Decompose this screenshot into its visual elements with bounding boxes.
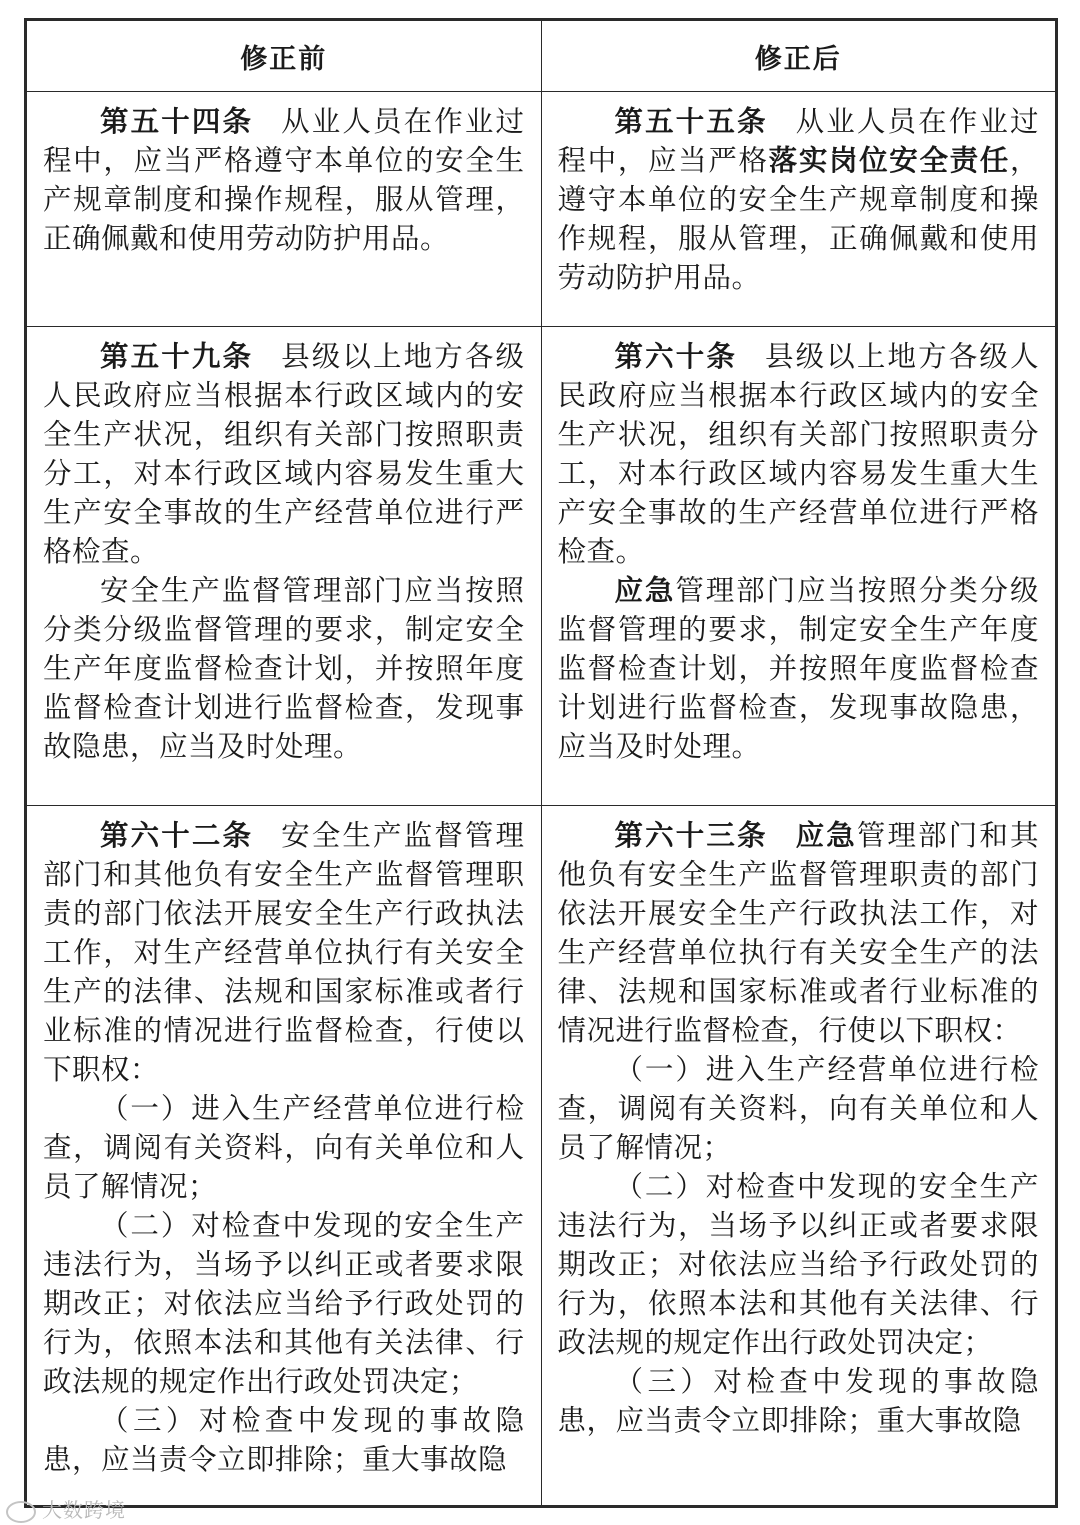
- clause-text: 县级以上地方各级人民政府应当根据本行政区域内的安全生产状况，组织有关部门按照职责分工，对本行政区域内容易发生重大生产安全事故的生产经营单位进行严格检查。: [557, 340, 1039, 568]
- paragraph: [43, 571, 525, 766]
- header-after: 修正后: [541, 21, 1056, 92]
- header-before: 修正前: [27, 21, 542, 92]
- table-row: [27, 327, 1056, 806]
- clause-text: （一）进入生产经营单位进行检查，调阅有关资料，向有关单位和人员了解情况；: [557, 1053, 1039, 1164]
- clause-text: 管理部门和其他负有安全生产监督管理职责的部门依法开展安全生产行政执法工作，对生产经营单位执行有关安全生产的法律、法规和国家标准或者行业标准的情况进行监督检查，行使以下职权：: [557, 819, 1039, 1047]
- paragraph: [43, 1401, 525, 1479]
- clause-text: 从业人员在作业过程中，应当严格: [557, 105, 1039, 177]
- cell-before: [27, 92, 542, 327]
- clause-text: 县级以上地方各级人民政府应当根据本行政区域内的安全生产状况，组织有关部门按照职责分工，对本行政区域内容易发生重大生产安全事故的生产经营单位进行严格检查。: [43, 340, 525, 568]
- weibo-logo-icon: [6, 1501, 36, 1523]
- clause-text: （二）对检查中发现的安全生产违法行为，当场予以纠正或者要求限期改正；对依法应当给予行政处罚的行为，依照本法和其他有关法律、行政法规的规定作出行政处罚决定；: [557, 1170, 1039, 1359]
- amendment-comparison-table: [26, 20, 1056, 1506]
- clause-text: 安全生产监督管理部门和其他负有安全生产监督管理职责的部门依法开展安全生产行政执法工作，对生产经营单位执行有关安全生产的法律、法规和国家标准或者行业标准的情况进行监督检查，行使以下职权：: [43, 819, 525, 1086]
- article-number: 第六十二条: [100, 819, 254, 852]
- table-row: [27, 92, 1056, 327]
- article-number: 第五十五条: [614, 105, 768, 138]
- article-number: 第六十条: [614, 340, 737, 373]
- table-row: [27, 806, 1056, 1506]
- table-body: [27, 92, 1056, 1506]
- table-header-row: [27, 21, 1056, 92]
- amended-text: 应急: [614, 574, 676, 607]
- paragraph: [558, 1050, 1040, 1167]
- cell-after: [541, 327, 1056, 806]
- clause-text: ，遵守本单位的安全生产规章制度和操作规程，服从管理，正确佩戴和使用劳动防护用品。: [557, 144, 1039, 294]
- article-number: 第五十九条: [100, 340, 254, 373]
- paragraph: [558, 102, 1040, 297]
- article-number: 第五十四条: [100, 105, 254, 138]
- paragraph: [43, 1206, 525, 1401]
- paragraph: [43, 1089, 525, 1206]
- clause-text: （三）对检查中发现的事故隐患，应当责令立即排除；重大事故隐: [43, 1404, 525, 1476]
- paragraph: [43, 337, 525, 571]
- article-number: 第六十三条: [614, 819, 768, 852]
- paragraph: [558, 1362, 1040, 1440]
- clause-text: （二）对检查中发现的安全生产违法行为，当场予以纠正或者要求限期改正；对依法应当给予行政处罚的行为，依照本法和其他有关法律、行政法规的规定作出行政处罚决定；: [43, 1209, 525, 1398]
- cell-after: [541, 806, 1056, 1506]
- clause-text: （一）进入生产经营单位进行检查，调阅有关资料，向有关单位和人员了解情况；: [43, 1092, 525, 1203]
- clause-text: （三）对检查中发现的事故隐患，应当责令立即排除；重大事故隐: [557, 1365, 1039, 1437]
- clause-text: 管理部门应当按照分类分级监督管理的要求，制定安全生产年度监督检查计划，并按照年度监督检查计划进行监督检查，发现事故隐患，应当及时处理。: [557, 574, 1039, 763]
- cell-before: [27, 327, 542, 806]
- cell-before: [27, 806, 542, 1506]
- paragraph: [558, 1167, 1040, 1362]
- amended-text: 落实岗位安全责任: [768, 144, 1010, 177]
- paragraph: [43, 816, 525, 1089]
- cell-after: [541, 92, 1056, 327]
- paragraph: [43, 102, 525, 258]
- paragraph: [558, 816, 1040, 1050]
- paragraph: [558, 337, 1040, 571]
- clause-text: 从业人员在作业过程中，应当严格遵守本单位的安全生产规章制度和操作规程，服从管理，正确佩戴和使用劳动防护用品。: [43, 105, 525, 255]
- comparison-document: [24, 18, 1058, 1508]
- watermark-text: 大数跨境: [42, 1498, 126, 1522]
- amended-text: 应急: [795, 819, 857, 852]
- paragraph: [558, 571, 1040, 766]
- watermark: [6, 1494, 126, 1523]
- clause-text: 安全生产监督管理部门应当按照分类分级监督管理的要求，制定安全生产年度监督检查计划，并按照年度监督检查计划进行监督检查，发现事故隐患，应当及时处理。: [43, 574, 525, 763]
